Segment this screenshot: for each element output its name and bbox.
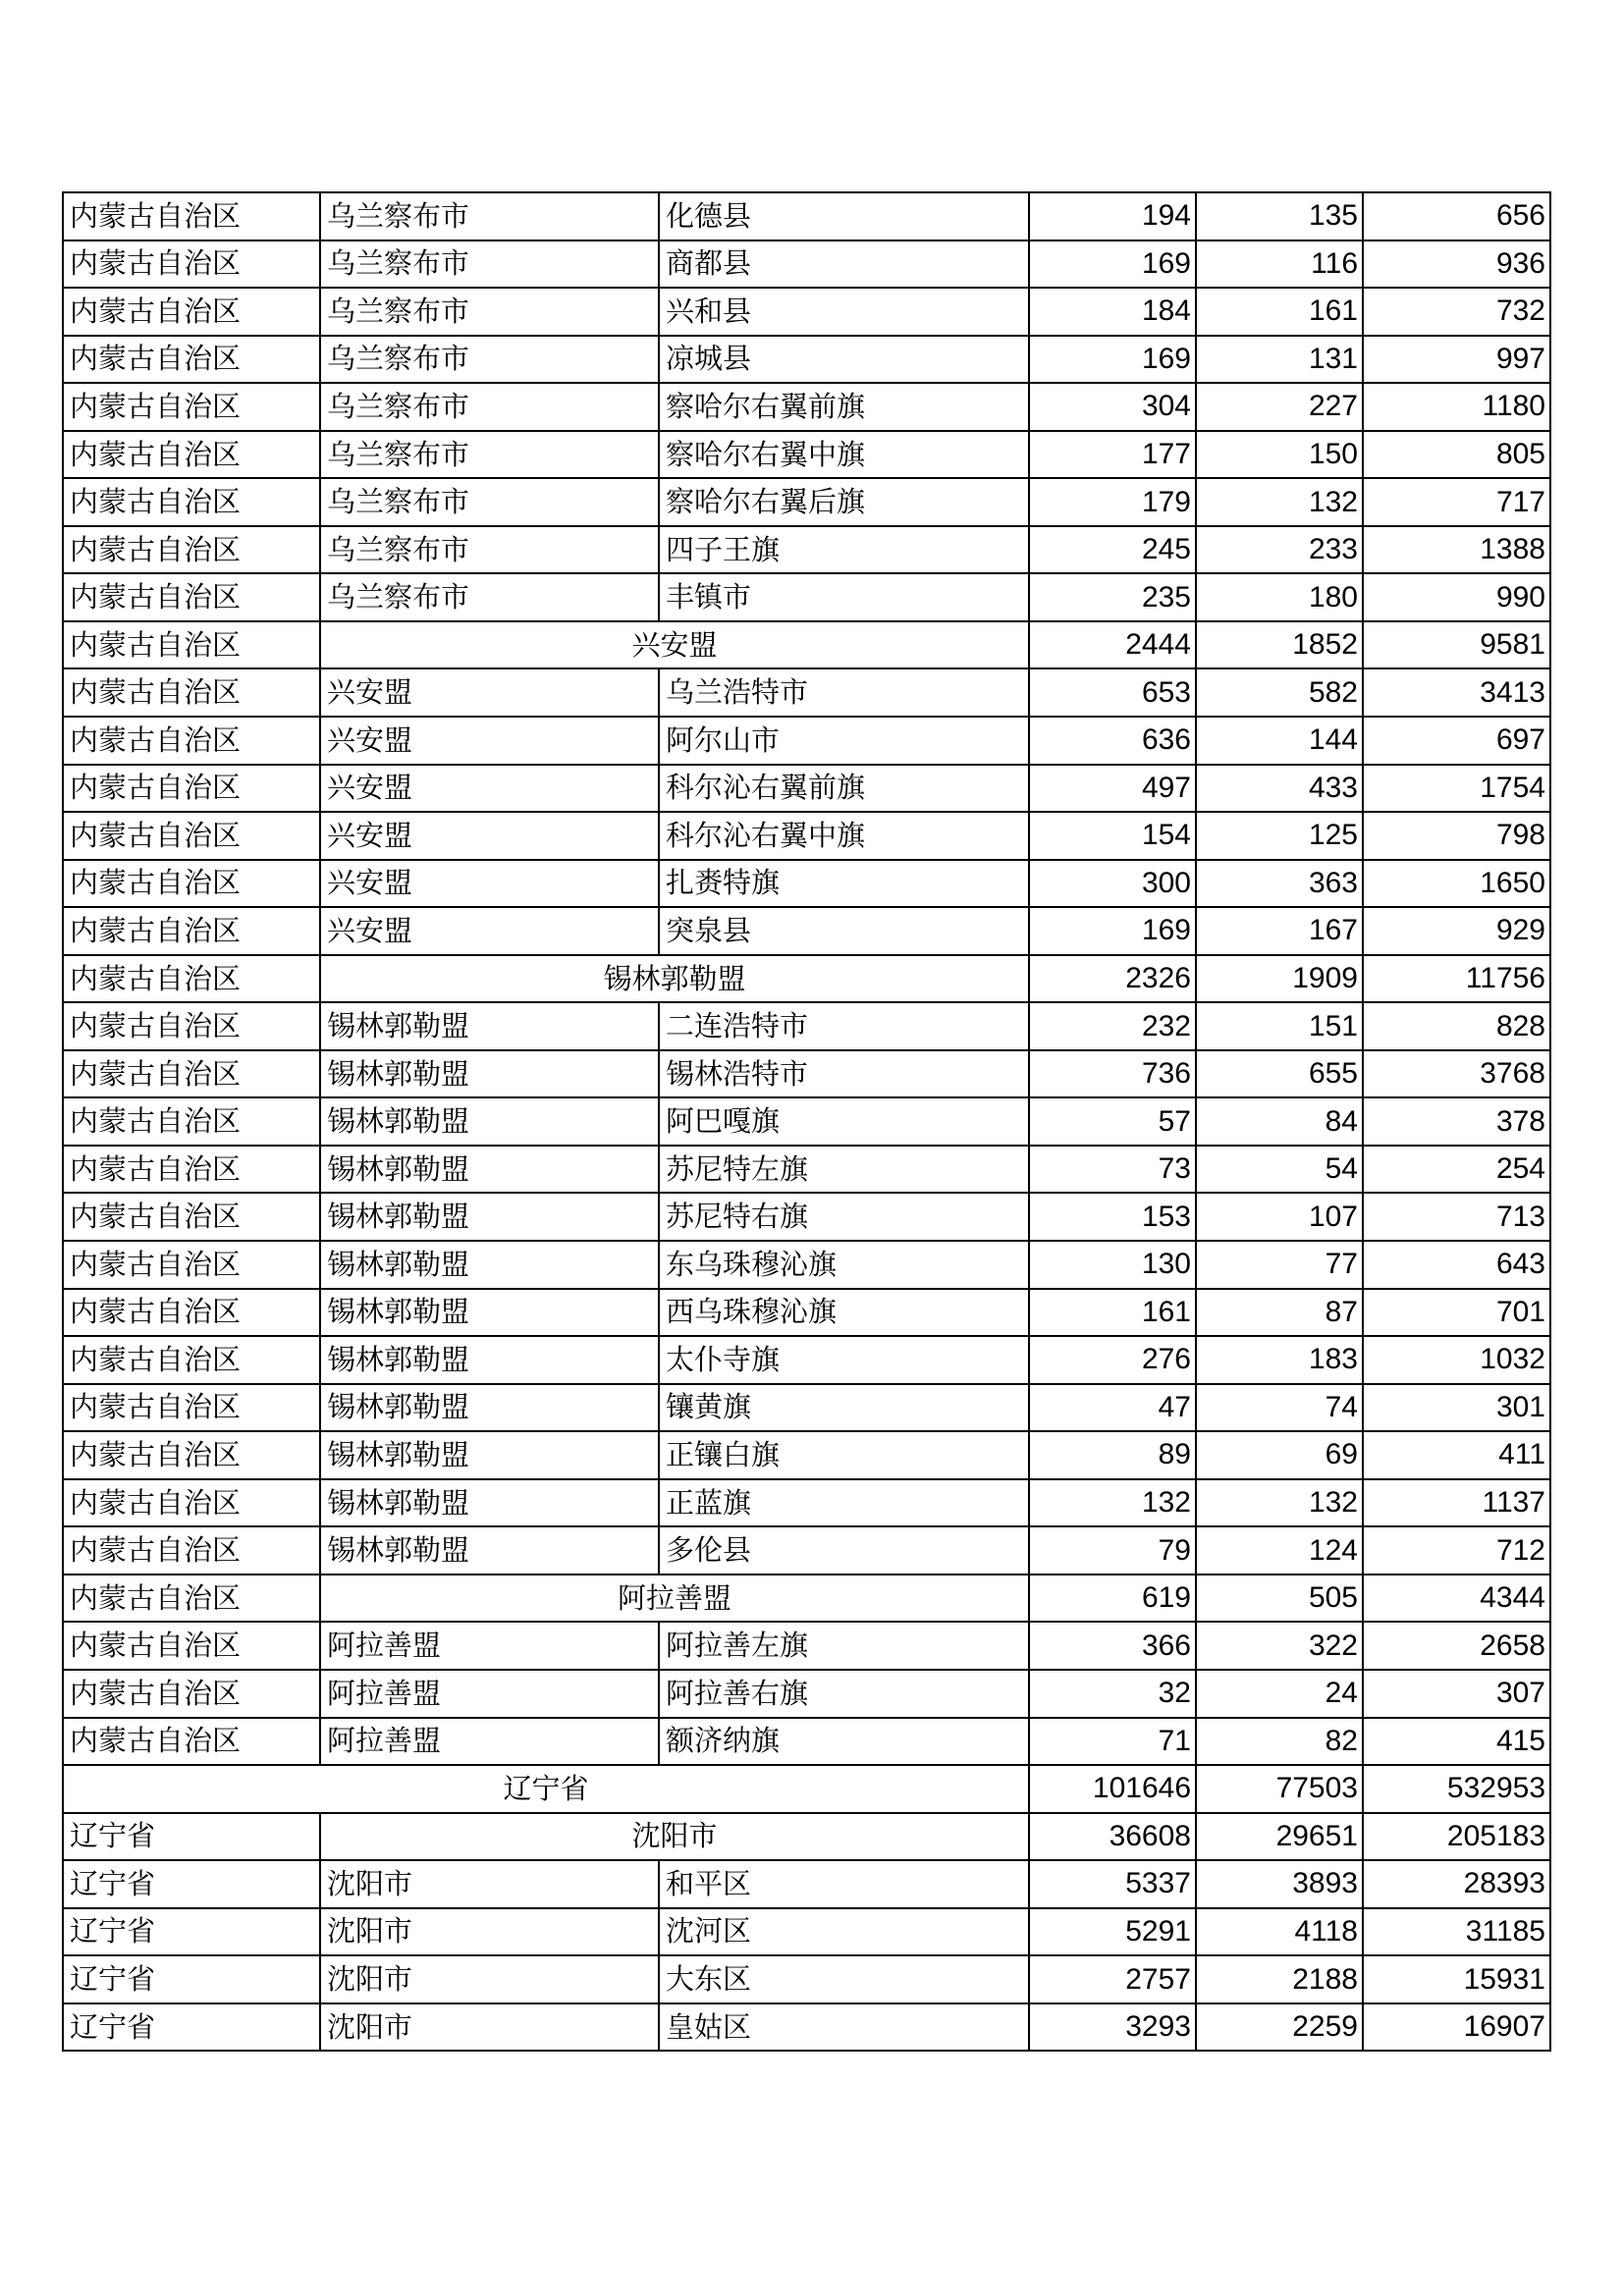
value-cell-2: 131	[1196, 336, 1363, 384]
table-row	[63, 240, 1550, 289]
table-row	[63, 1718, 1550, 1766]
value-cell-3: 732	[1363, 288, 1550, 336]
value-cell-3: 411	[1363, 1431, 1550, 1479]
city-cell: 兴安盟	[320, 668, 659, 717]
city-cell: 锡林郭勒盟	[320, 1193, 659, 1241]
table-row	[63, 573, 1550, 621]
value-cell-2: 24	[1196, 1670, 1363, 1718]
city-cell: 沈阳市	[320, 2003, 659, 2052]
county-cell: 科尔沁右翼前旗	[659, 765, 1029, 813]
value-cell-2: 167	[1196, 907, 1363, 955]
value-cell-3: 1032	[1363, 1336, 1550, 1384]
city-subtotal-row	[63, 955, 1550, 1003]
value-cell-3: 713	[1363, 1193, 1550, 1241]
province-cell: 内蒙古自治区	[63, 573, 320, 621]
city-cell: 阿拉善盟	[320, 1670, 659, 1718]
city-cell: 兴安盟	[320, 765, 659, 813]
value-cell-3: 4344	[1363, 1575, 1550, 1623]
value-cell-3: 701	[1363, 1289, 1550, 1337]
value-cell-1: 89	[1029, 1431, 1196, 1479]
city-cell: 乌兰察布市	[320, 526, 659, 574]
value-cell-1: 47	[1029, 1384, 1196, 1432]
province-cell: 内蒙古自治区	[63, 526, 320, 574]
value-cell-3: 997	[1363, 336, 1550, 384]
province-cell: 辽宁省	[63, 2003, 320, 2052]
value-cell-2: 87	[1196, 1289, 1363, 1337]
value-cell-1: 161	[1029, 1289, 1196, 1337]
city-cell: 锡林郭勒盟	[320, 1002, 659, 1050]
value-cell-3: 697	[1363, 717, 1550, 765]
city-cell: 兴安盟	[320, 907, 659, 955]
table-row	[63, 668, 1550, 717]
table-body	[63, 192, 1550, 2051]
city-subtotal-row	[63, 1575, 1550, 1623]
statistics-table	[62, 191, 1551, 2052]
county-cell: 苏尼特右旗	[659, 1193, 1029, 1241]
table-row	[63, 1241, 1550, 1289]
city-cell: 锡林郭勒盟	[320, 1431, 659, 1479]
city-cell: 锡林郭勒盟	[320, 955, 1029, 1003]
city-cell: 乌兰察布市	[320, 240, 659, 289]
value-cell-1: 132	[1029, 1479, 1196, 1527]
city-cell: 兴安盟	[320, 860, 659, 908]
city-cell: 锡林郭勒盟	[320, 1384, 659, 1432]
value-cell-3: 936	[1363, 240, 1550, 289]
value-cell-1: 71	[1029, 1718, 1196, 1766]
value-cell-2: 227	[1196, 383, 1363, 431]
city-cell: 锡林郭勒盟	[320, 1241, 659, 1289]
value-cell-2: 74	[1196, 1384, 1363, 1432]
province-cell: 内蒙古自治区	[63, 1002, 320, 1050]
value-cell-2: 150	[1196, 431, 1363, 479]
table-row	[63, 1002, 1550, 1050]
city-cell: 锡林郭勒盟	[320, 1479, 659, 1527]
city-cell: 乌兰察布市	[320, 192, 659, 240]
city-cell: 乌兰察布市	[320, 431, 659, 479]
value-cell-2: 655	[1196, 1050, 1363, 1098]
value-cell-1: 177	[1029, 431, 1196, 479]
city-cell: 阿拉善盟	[320, 1575, 1029, 1623]
city-cell: 锡林郭勒盟	[320, 1336, 659, 1384]
city-cell: 沈阳市	[320, 1860, 659, 1908]
value-cell-2: 582	[1196, 668, 1363, 717]
province-cell: 内蒙古自治区	[63, 621, 320, 669]
value-cell-3: 15931	[1363, 1955, 1550, 2003]
city-cell: 阿拉善盟	[320, 1718, 659, 1766]
value-cell-3: 301	[1363, 1384, 1550, 1432]
table-row	[63, 1289, 1550, 1337]
value-cell-2: 77503	[1196, 1765, 1363, 1813]
value-cell-3: 805	[1363, 431, 1550, 479]
province-cell: 内蒙古自治区	[63, 192, 320, 240]
value-cell-1: 154	[1029, 812, 1196, 860]
value-cell-3: 415	[1363, 1718, 1550, 1766]
county-cell: 乌兰浩特市	[659, 668, 1029, 717]
table-row	[63, 812, 1550, 860]
value-cell-1: 736	[1029, 1050, 1196, 1098]
table-row	[63, 1622, 1550, 1670]
city-cell: 乌兰察布市	[320, 383, 659, 431]
city-cell: 沈阳市	[320, 1955, 659, 2003]
county-cell: 正镶白旗	[659, 1431, 1029, 1479]
table-row	[63, 478, 1550, 526]
table-row	[63, 1526, 1550, 1575]
value-cell-3: 378	[1363, 1097, 1550, 1146]
table-row	[63, 1670, 1550, 1718]
province-cell: 内蒙古自治区	[63, 383, 320, 431]
value-cell-2: 505	[1196, 1575, 1363, 1623]
value-cell-2: 54	[1196, 1146, 1363, 1194]
county-cell: 阿尔山市	[659, 717, 1029, 765]
value-cell-1: 235	[1029, 573, 1196, 621]
value-cell-3: 1650	[1363, 860, 1550, 908]
province-cell: 内蒙古自治区	[63, 907, 320, 955]
county-cell: 沈河区	[659, 1908, 1029, 1956]
city-cell: 锡林郭勒盟	[320, 1526, 659, 1575]
table-row	[63, 1050, 1550, 1098]
table-row	[63, 1097, 1550, 1146]
province-cell: 内蒙古自治区	[63, 1097, 320, 1146]
value-cell-3: 9581	[1363, 621, 1550, 669]
value-cell-2: 4118	[1196, 1908, 1363, 1956]
county-cell: 丰镇市	[659, 573, 1029, 621]
value-cell-3: 3413	[1363, 668, 1550, 717]
table-row	[63, 1860, 1550, 1908]
province-cell: 内蒙古自治区	[63, 1622, 320, 1670]
county-cell: 东乌珠穆沁旗	[659, 1241, 1029, 1289]
county-cell: 额济纳旗	[659, 1718, 1029, 1766]
city-cell: 锡林郭勒盟	[320, 1050, 659, 1098]
value-cell-1: 366	[1029, 1622, 1196, 1670]
value-cell-2: 2259	[1196, 2003, 1363, 2052]
value-cell-3: 712	[1363, 1526, 1550, 1575]
table-row	[63, 336, 1550, 384]
value-cell-3: 2658	[1363, 1622, 1550, 1670]
value-cell-1: 2326	[1029, 955, 1196, 1003]
value-cell-1: 2757	[1029, 1955, 1196, 2003]
county-cell: 和平区	[659, 1860, 1029, 1908]
province-cell: 内蒙古自治区	[63, 1336, 320, 1384]
county-cell: 化德县	[659, 192, 1029, 240]
value-cell-2: 433	[1196, 765, 1363, 813]
city-cell: 锡林郭勒盟	[320, 1289, 659, 1337]
value-cell-1: 184	[1029, 288, 1196, 336]
table-row	[63, 860, 1550, 908]
value-cell-2: 29651	[1196, 1813, 1363, 1861]
county-cell: 四子王旗	[659, 526, 1029, 574]
table-row	[63, 765, 1550, 813]
value-cell-1: 653	[1029, 668, 1196, 717]
value-cell-3: 11756	[1363, 955, 1550, 1003]
value-cell-1: 3293	[1029, 2003, 1196, 2052]
province-cell: 内蒙古自治区	[63, 765, 320, 813]
county-cell: 多伦县	[659, 1526, 1029, 1575]
value-cell-1: 300	[1029, 860, 1196, 908]
value-cell-3: 16907	[1363, 2003, 1550, 2052]
value-cell-2: 363	[1196, 860, 1363, 908]
city-cell: 兴安盟	[320, 812, 659, 860]
county-cell: 科尔沁右翼中旗	[659, 812, 1029, 860]
table-row	[63, 1193, 1550, 1241]
value-cell-3: 28393	[1363, 1860, 1550, 1908]
value-cell-1: 169	[1029, 336, 1196, 384]
value-cell-3: 798	[1363, 812, 1550, 860]
value-cell-1: 5337	[1029, 1860, 1196, 1908]
value-cell-3: 717	[1363, 478, 1550, 526]
value-cell-3: 1388	[1363, 526, 1550, 574]
province-cell: 内蒙古自治区	[63, 1670, 320, 1718]
value-cell-2: 135	[1196, 192, 1363, 240]
table-row	[63, 288, 1550, 336]
value-cell-3: 1754	[1363, 765, 1550, 813]
value-cell-3: 828	[1363, 1002, 1550, 1050]
province-cell: 内蒙古自治区	[63, 1146, 320, 1194]
county-cell: 皇姑区	[659, 2003, 1029, 2052]
province-cell: 内蒙古自治区	[63, 1193, 320, 1241]
value-cell-3: 254	[1363, 1146, 1550, 1194]
value-cell-1: 169	[1029, 907, 1196, 955]
county-cell: 凉城县	[659, 336, 1029, 384]
county-cell: 锡林浩特市	[659, 1050, 1029, 1098]
value-cell-1: 5291	[1029, 1908, 1196, 1956]
province-cell: 辽宁省	[63, 1860, 320, 1908]
city-cell: 阿拉善盟	[320, 1622, 659, 1670]
city-cell: 兴安盟	[320, 621, 1029, 669]
county-cell: 察哈尔右翼中旗	[659, 431, 1029, 479]
province-cell: 内蒙古自治区	[63, 1289, 320, 1337]
value-cell-2: 144	[1196, 717, 1363, 765]
value-cell-3: 1180	[1363, 383, 1550, 431]
value-cell-2: 2188	[1196, 1955, 1363, 2003]
value-cell-2: 124	[1196, 1526, 1363, 1575]
city-cell: 沈阳市	[320, 1908, 659, 1956]
value-cell-2: 3893	[1196, 1860, 1363, 1908]
county-cell: 阿巴嘎旗	[659, 1097, 1029, 1146]
province-cell: 辽宁省	[63, 1908, 320, 1956]
county-cell: 扎赉特旗	[659, 860, 1029, 908]
table-row	[63, 526, 1550, 574]
county-cell: 西乌珠穆沁旗	[659, 1289, 1029, 1337]
county-cell: 察哈尔右翼前旗	[659, 383, 1029, 431]
value-cell-3: 990	[1363, 573, 1550, 621]
province-cell: 内蒙古自治区	[63, 1241, 320, 1289]
province-total-row	[63, 1765, 1550, 1813]
value-cell-1: 619	[1029, 1575, 1196, 1623]
value-cell-1: 194	[1029, 192, 1196, 240]
province-cell: 辽宁省	[63, 1765, 1029, 1813]
value-cell-2: 180	[1196, 573, 1363, 621]
value-cell-2: 132	[1196, 478, 1363, 526]
county-cell: 太仆寺旗	[659, 1336, 1029, 1384]
county-cell: 大东区	[659, 1955, 1029, 2003]
value-cell-3: 929	[1363, 907, 1550, 955]
province-cell: 内蒙古自治区	[63, 1575, 320, 1623]
province-cell: 内蒙古自治区	[63, 668, 320, 717]
city-cell: 乌兰察布市	[320, 573, 659, 621]
value-cell-1: 304	[1029, 383, 1196, 431]
province-cell: 内蒙古自治区	[63, 812, 320, 860]
value-cell-3: 205183	[1363, 1813, 1550, 1861]
province-cell: 辽宁省	[63, 1813, 320, 1861]
province-cell: 内蒙古自治区	[63, 240, 320, 289]
table-row	[63, 431, 1550, 479]
value-cell-2: 132	[1196, 1479, 1363, 1527]
value-cell-2: 322	[1196, 1622, 1363, 1670]
city-cell: 乌兰察布市	[320, 336, 659, 384]
value-cell-1: 497	[1029, 765, 1196, 813]
province-cell: 内蒙古自治区	[63, 1479, 320, 1527]
county-cell: 正蓝旗	[659, 1479, 1029, 1527]
table-row	[63, 1431, 1550, 1479]
province-cell: 内蒙古自治区	[63, 336, 320, 384]
city-cell: 沈阳市	[320, 1813, 1029, 1861]
county-cell: 商都县	[659, 240, 1029, 289]
table-row	[63, 192, 1550, 240]
city-subtotal-row	[63, 1813, 1550, 1861]
county-cell: 镶黄旗	[659, 1384, 1029, 1432]
value-cell-1: 179	[1029, 478, 1196, 526]
value-cell-1: 169	[1029, 240, 1196, 289]
value-cell-3: 643	[1363, 1241, 1550, 1289]
value-cell-2: 69	[1196, 1431, 1363, 1479]
province-cell: 辽宁省	[63, 1955, 320, 2003]
value-cell-1: 130	[1029, 1241, 1196, 1289]
city-cell: 锡林郭勒盟	[320, 1097, 659, 1146]
value-cell-3: 1137	[1363, 1479, 1550, 1527]
table-row	[63, 1955, 1550, 2003]
value-cell-1: 636	[1029, 717, 1196, 765]
value-cell-2: 107	[1196, 1193, 1363, 1241]
county-cell: 突泉县	[659, 907, 1029, 955]
value-cell-3: 3768	[1363, 1050, 1550, 1098]
table-row	[63, 1146, 1550, 1194]
value-cell-2: 1852	[1196, 621, 1363, 669]
value-cell-1: 57	[1029, 1097, 1196, 1146]
city-cell: 锡林郭勒盟	[320, 1146, 659, 1194]
province-cell: 内蒙古自治区	[63, 1718, 320, 1766]
table-row	[63, 1479, 1550, 1527]
county-cell: 二连浩特市	[659, 1002, 1029, 1050]
table-row	[63, 1384, 1550, 1432]
value-cell-2: 82	[1196, 1718, 1363, 1766]
province-cell: 内蒙古自治区	[63, 860, 320, 908]
province-cell: 内蒙古自治区	[63, 1384, 320, 1432]
table-row	[63, 1908, 1550, 1956]
table-row	[63, 2003, 1550, 2052]
county-cell: 阿拉善左旗	[659, 1622, 1029, 1670]
value-cell-3: 532953	[1363, 1765, 1550, 1813]
table-row	[63, 383, 1550, 431]
value-cell-1: 276	[1029, 1336, 1196, 1384]
county-cell: 兴和县	[659, 288, 1029, 336]
province-cell: 内蒙古自治区	[63, 955, 320, 1003]
value-cell-1: 153	[1029, 1193, 1196, 1241]
province-cell: 内蒙古自治区	[63, 431, 320, 479]
province-cell: 内蒙古自治区	[63, 288, 320, 336]
value-cell-3: 307	[1363, 1670, 1550, 1718]
county-cell: 苏尼特左旗	[659, 1146, 1029, 1194]
value-cell-1: 232	[1029, 1002, 1196, 1050]
value-cell-1: 32	[1029, 1670, 1196, 1718]
value-cell-1: 73	[1029, 1146, 1196, 1194]
value-cell-2: 1909	[1196, 955, 1363, 1003]
county-cell: 察哈尔右翼后旗	[659, 478, 1029, 526]
city-cell: 兴安盟	[320, 717, 659, 765]
value-cell-2: 233	[1196, 526, 1363, 574]
value-cell-3: 656	[1363, 192, 1550, 240]
city-subtotal-row	[63, 621, 1550, 669]
value-cell-2: 161	[1196, 288, 1363, 336]
value-cell-2: 151	[1196, 1002, 1363, 1050]
province-cell: 内蒙古自治区	[63, 1431, 320, 1479]
value-cell-1: 36608	[1029, 1813, 1196, 1861]
city-cell: 乌兰察布市	[320, 288, 659, 336]
county-cell: 阿拉善右旗	[659, 1670, 1029, 1718]
value-cell-1: 79	[1029, 1526, 1196, 1575]
value-cell-1: 245	[1029, 526, 1196, 574]
table-row	[63, 907, 1550, 955]
value-cell-1: 2444	[1029, 621, 1196, 669]
value-cell-2: 84	[1196, 1097, 1363, 1146]
value-cell-3: 31185	[1363, 1908, 1550, 1956]
province-cell: 内蒙古自治区	[63, 478, 320, 526]
table-row	[63, 1336, 1550, 1384]
value-cell-2: 116	[1196, 240, 1363, 289]
value-cell-1: 101646	[1029, 1765, 1196, 1813]
value-cell-2: 77	[1196, 1241, 1363, 1289]
value-cell-2: 125	[1196, 812, 1363, 860]
city-cell: 乌兰察布市	[320, 478, 659, 526]
province-cell: 内蒙古自治区	[63, 1050, 320, 1098]
table-row	[63, 717, 1550, 765]
value-cell-2: 183	[1196, 1336, 1363, 1384]
province-cell: 内蒙古自治区	[63, 717, 320, 765]
province-cell: 内蒙古自治区	[63, 1526, 320, 1575]
